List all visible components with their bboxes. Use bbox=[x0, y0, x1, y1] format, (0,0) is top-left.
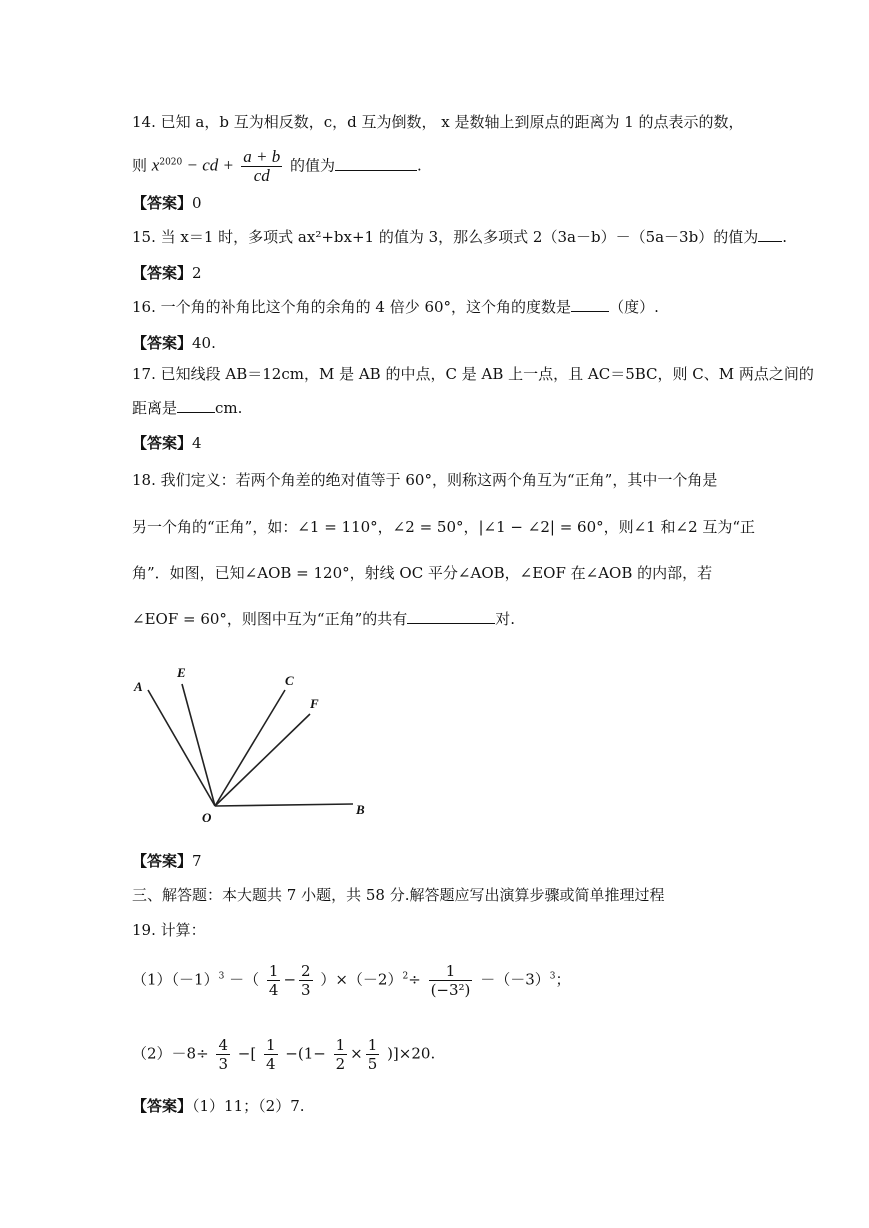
q19-title: 19. 计算： bbox=[132, 921, 206, 939]
q18-line3: 角”．如图，已知∠AOB = 120°，射线 OC 平分∠AOB，∠EOF 在∠AOB 的内部，若 bbox=[132, 564, 713, 582]
q18-blank bbox=[407, 609, 495, 624]
p2-f4-den: 5 bbox=[367, 1055, 378, 1073]
q15-text: 15. 当 x＝1 时，多项式 ax²+bx+1 的值为 3，那么多项式 2（3a－b）－（5a－3b）的值为 bbox=[132, 228, 759, 246]
q14-prefix: 则 bbox=[132, 156, 148, 175]
a18-label: 【答案】 bbox=[132, 852, 193, 870]
p1-f3-num: 1 bbox=[429, 962, 473, 981]
a18-value: 7 bbox=[192, 852, 202, 870]
q14-line2 bbox=[132, 148, 422, 185]
a15-label: 【答案】 bbox=[132, 264, 193, 282]
q19-part1 bbox=[132, 962, 571, 999]
p1-exp2: 2 bbox=[402, 971, 409, 982]
p2-f4-num: 1 bbox=[367, 1036, 378, 1054]
label-B: B bbox=[356, 802, 365, 817]
p1-c: ）×（－2） bbox=[320, 970, 403, 989]
p2-frac3 bbox=[334, 1036, 348, 1073]
p1-f3-den: (−3²) bbox=[430, 981, 471, 999]
q14-frac-den: cd bbox=[253, 166, 270, 185]
p2-f1-den: 3 bbox=[218, 1055, 228, 1073]
p1-minus: − bbox=[283, 970, 297, 989]
p2-f2-den: 4 bbox=[265, 1055, 276, 1073]
a15-value: 2 bbox=[192, 264, 202, 282]
p2-frac2 bbox=[264, 1036, 278, 1073]
p2-a: （2）－8÷ bbox=[132, 1044, 209, 1063]
q14-end: . bbox=[417, 156, 422, 175]
q15-end: . bbox=[782, 228, 787, 246]
a14-label: 【答案】 bbox=[132, 194, 193, 212]
ray-OB bbox=[215, 804, 353, 806]
p2-f1-num: 4 bbox=[218, 1036, 228, 1054]
q19-part2 bbox=[132, 1036, 435, 1073]
label-C: C bbox=[285, 673, 294, 688]
q15 bbox=[132, 227, 787, 247]
q18-line4 bbox=[132, 609, 515, 629]
p1-d: －（－3） bbox=[480, 970, 550, 989]
p2-frac1 bbox=[216, 1036, 230, 1073]
q16-text: 16. 一个角的补角比这个角的余角的 4 倍少 60°，这个角的度数是 bbox=[132, 298, 572, 316]
a18 bbox=[132, 850, 202, 871]
q18-line1: 18. 我们定义：若两个角差的绝对值等于 60°，则称这两个角互为“正角”，其中一个角是 bbox=[132, 471, 718, 489]
p2-f2-num: 1 bbox=[265, 1036, 276, 1054]
p1-f1-den: 4 bbox=[268, 981, 279, 999]
p1-a: （1）（－1） bbox=[132, 970, 219, 989]
p1-b: －（ bbox=[229, 970, 260, 989]
p2-c: −(1− bbox=[285, 1044, 326, 1063]
q14-frac-num: a + b bbox=[243, 147, 281, 166]
a17 bbox=[132, 432, 202, 453]
section3-heading: 三、解答题：本大题共 7 小题，共 58 分.解答题应写出演算步骤或简单推理过程 bbox=[132, 886, 665, 904]
p1-f2-den: 3 bbox=[301, 981, 311, 999]
a17-value: 4 bbox=[192, 434, 202, 452]
q16-end: （度）. bbox=[609, 298, 659, 316]
label-E: E bbox=[177, 665, 186, 680]
q14-expr-mid: − cd + bbox=[182, 155, 239, 175]
p1-end: ； bbox=[555, 970, 571, 989]
q16 bbox=[132, 297, 659, 317]
q17-blank bbox=[177, 398, 215, 413]
a16-value: 40. bbox=[192, 334, 216, 352]
a19-label: 【答案】 bbox=[132, 1097, 193, 1115]
p1-frac3 bbox=[429, 962, 473, 999]
ray-OE bbox=[182, 684, 215, 806]
a16 bbox=[132, 332, 216, 353]
q18-line4-text: ∠EOF = 60°，则图中互为“正角”的共有 bbox=[132, 610, 408, 628]
label-F: F bbox=[310, 696, 319, 711]
p1-div: ÷ bbox=[408, 970, 421, 989]
p2-f3-num: 1 bbox=[335, 1036, 346, 1054]
p1-frac2 bbox=[299, 962, 313, 999]
q17-line2-text: 距离是 bbox=[132, 399, 178, 417]
p2-frac4 bbox=[366, 1036, 380, 1073]
q14-line1: 14. 已知 a，b 互为相反数，c，d 互为倒数， x 是数轴上到原点的距离为 1 的点表示的数， bbox=[132, 113, 744, 131]
p1-f2-num: 2 bbox=[301, 962, 311, 980]
p2-b: −[ bbox=[237, 1044, 257, 1063]
q17-line2 bbox=[132, 398, 242, 418]
p1-exp3: 3 bbox=[549, 971, 556, 982]
a16-label: 【答案】 bbox=[132, 334, 193, 352]
angle-figure bbox=[130, 660, 380, 830]
p2-d: )]×20. bbox=[387, 1044, 436, 1063]
q14-expr-exp: 2020 bbox=[159, 157, 183, 168]
p1-frac1 bbox=[267, 962, 281, 999]
q15-blank bbox=[758, 227, 782, 242]
label-O: O bbox=[202, 810, 212, 825]
a15 bbox=[132, 262, 202, 283]
q16-blank bbox=[571, 297, 609, 312]
p1-exp1: 3 bbox=[218, 971, 225, 982]
q17-end: cm. bbox=[215, 399, 243, 417]
p2-times: × bbox=[350, 1044, 363, 1063]
q14-fraction bbox=[241, 148, 282, 185]
a14 bbox=[132, 192, 202, 213]
q17-line1: 17. 已知线段 AB＝12cm，M 是 AB 的中点，C 是 AB 上一点，且 AC＝5BC，则 C、M 两点之间的 bbox=[132, 365, 814, 383]
q18-line2: 另一个角的“正角”，如：∠1 = 110°，∠2 = 50°，|∠1 − ∠2| = 60°，则∠1 和∠2 互为“正 bbox=[132, 518, 756, 536]
a14-value: 0 bbox=[192, 194, 202, 212]
q14-expr-x: x bbox=[151, 155, 160, 175]
q14-blank bbox=[335, 156, 417, 171]
ray-OA bbox=[148, 690, 215, 806]
label-A: A bbox=[134, 679, 143, 694]
q18-line4-end: 对. bbox=[495, 610, 516, 628]
a19-value: （1）11；（2）7. bbox=[192, 1097, 305, 1115]
a17-label: 【答案】 bbox=[132, 434, 193, 452]
p2-f3-den: 2 bbox=[335, 1055, 346, 1073]
q14-suffix: 的值为 bbox=[290, 156, 336, 175]
p1-f1-num: 1 bbox=[268, 962, 279, 980]
a19 bbox=[132, 1095, 305, 1116]
